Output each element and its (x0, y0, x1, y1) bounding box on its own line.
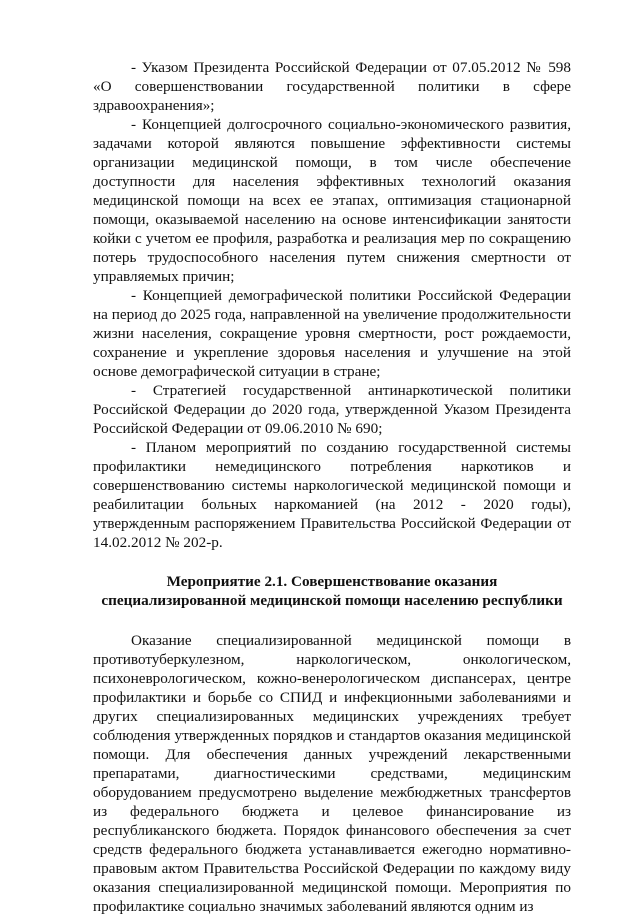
list-item-long-term-concept: - Концепцией долгосрочного социально-экономического развития, задачами которой являются повышение эффективности системы организации медицинской помощи, в том числе обеспечение доступности для населения эффективных технологий оказания медицинской помощи на всех ее этапах, оптимизация стационарной помощи, оказываемой населению на основе интенсификации занятости койки с учетом ее профиля, разработка и реализация мер по сокращению потерь трудоспособного населения путем снижения смертности от управляемых причин; (93, 116, 571, 285)
section-heading-line-1: Мероприятие 2.1. Совершенствование оказания (166, 573, 498, 590)
list-item-action-plan: - Планом мероприятий по созданию государственной системы профилактики немедицинского потребления наркотиков и совершенствованию системы наркологической медицинской помощи и реабилитации больных наркоманией (на 2012 - 2020 годы), утвержденным распоряжением Правительства Российской Федерации от 14.02.2012 № 202-р. (93, 439, 571, 551)
list-item-anti-drug-strategy: - Стратегией государственной антинаркотической политики Российской Федерации до 2020 года, утвержденной Указом Президента Российской Федерации от 09.06.2010 № 690; (93, 382, 571, 437)
list-item-demographic-concept: - Концепцией демографической политики Российской Федерации на период до 2025 года, направленной на увеличение продолжительности жизни населения, сокращение уровня смертности, рост рождаемости, сохранение и укрепление здоровья населения и улучшение на этой основе демографической ситуации в стране; (93, 287, 571, 380)
document-content (93, 58, 571, 916)
section-heading (93, 572, 571, 610)
section-heading-line-2: специализированной медицинской помощи населению республики (101, 592, 563, 609)
list-item-decree: - Указом Президента Российской Федерации от 07.05.2012 № 598 «О совершенствовании государственной политики в сфере здравоохранения»; (93, 59, 571, 114)
section-body-paragraph: Оказание специализированной медицинской помощи в противотуберкулезном, наркологическом, онкологическом, психоневрологическом, кожно-венерологическом диспансерах, центре профилактики и борьбе со СПИД и инфекционными заболеваниями и других специализированных медицинских учреждениях требует соблюдения утвержденных порядков и стандартов оказания медицинской помощи. Для обеспечения данных учреждений лекарственными препаратами, диагностическими средствами, медицинским оборудованием предусмотрено выделение межбюджетных трансфертов из федерального бюджета и целевое финансирование из республиканского бюджета. Порядок финансового обеспечения за счет средств федерального бюджета устанавливается ежегодно нормативно-правовым актом Правительства Российской Федерации по каждому виду оказания специализированной медицинской помощи. Мероприятия по профилактике социально значимых заболеваний являются одним из (93, 632, 571, 915)
